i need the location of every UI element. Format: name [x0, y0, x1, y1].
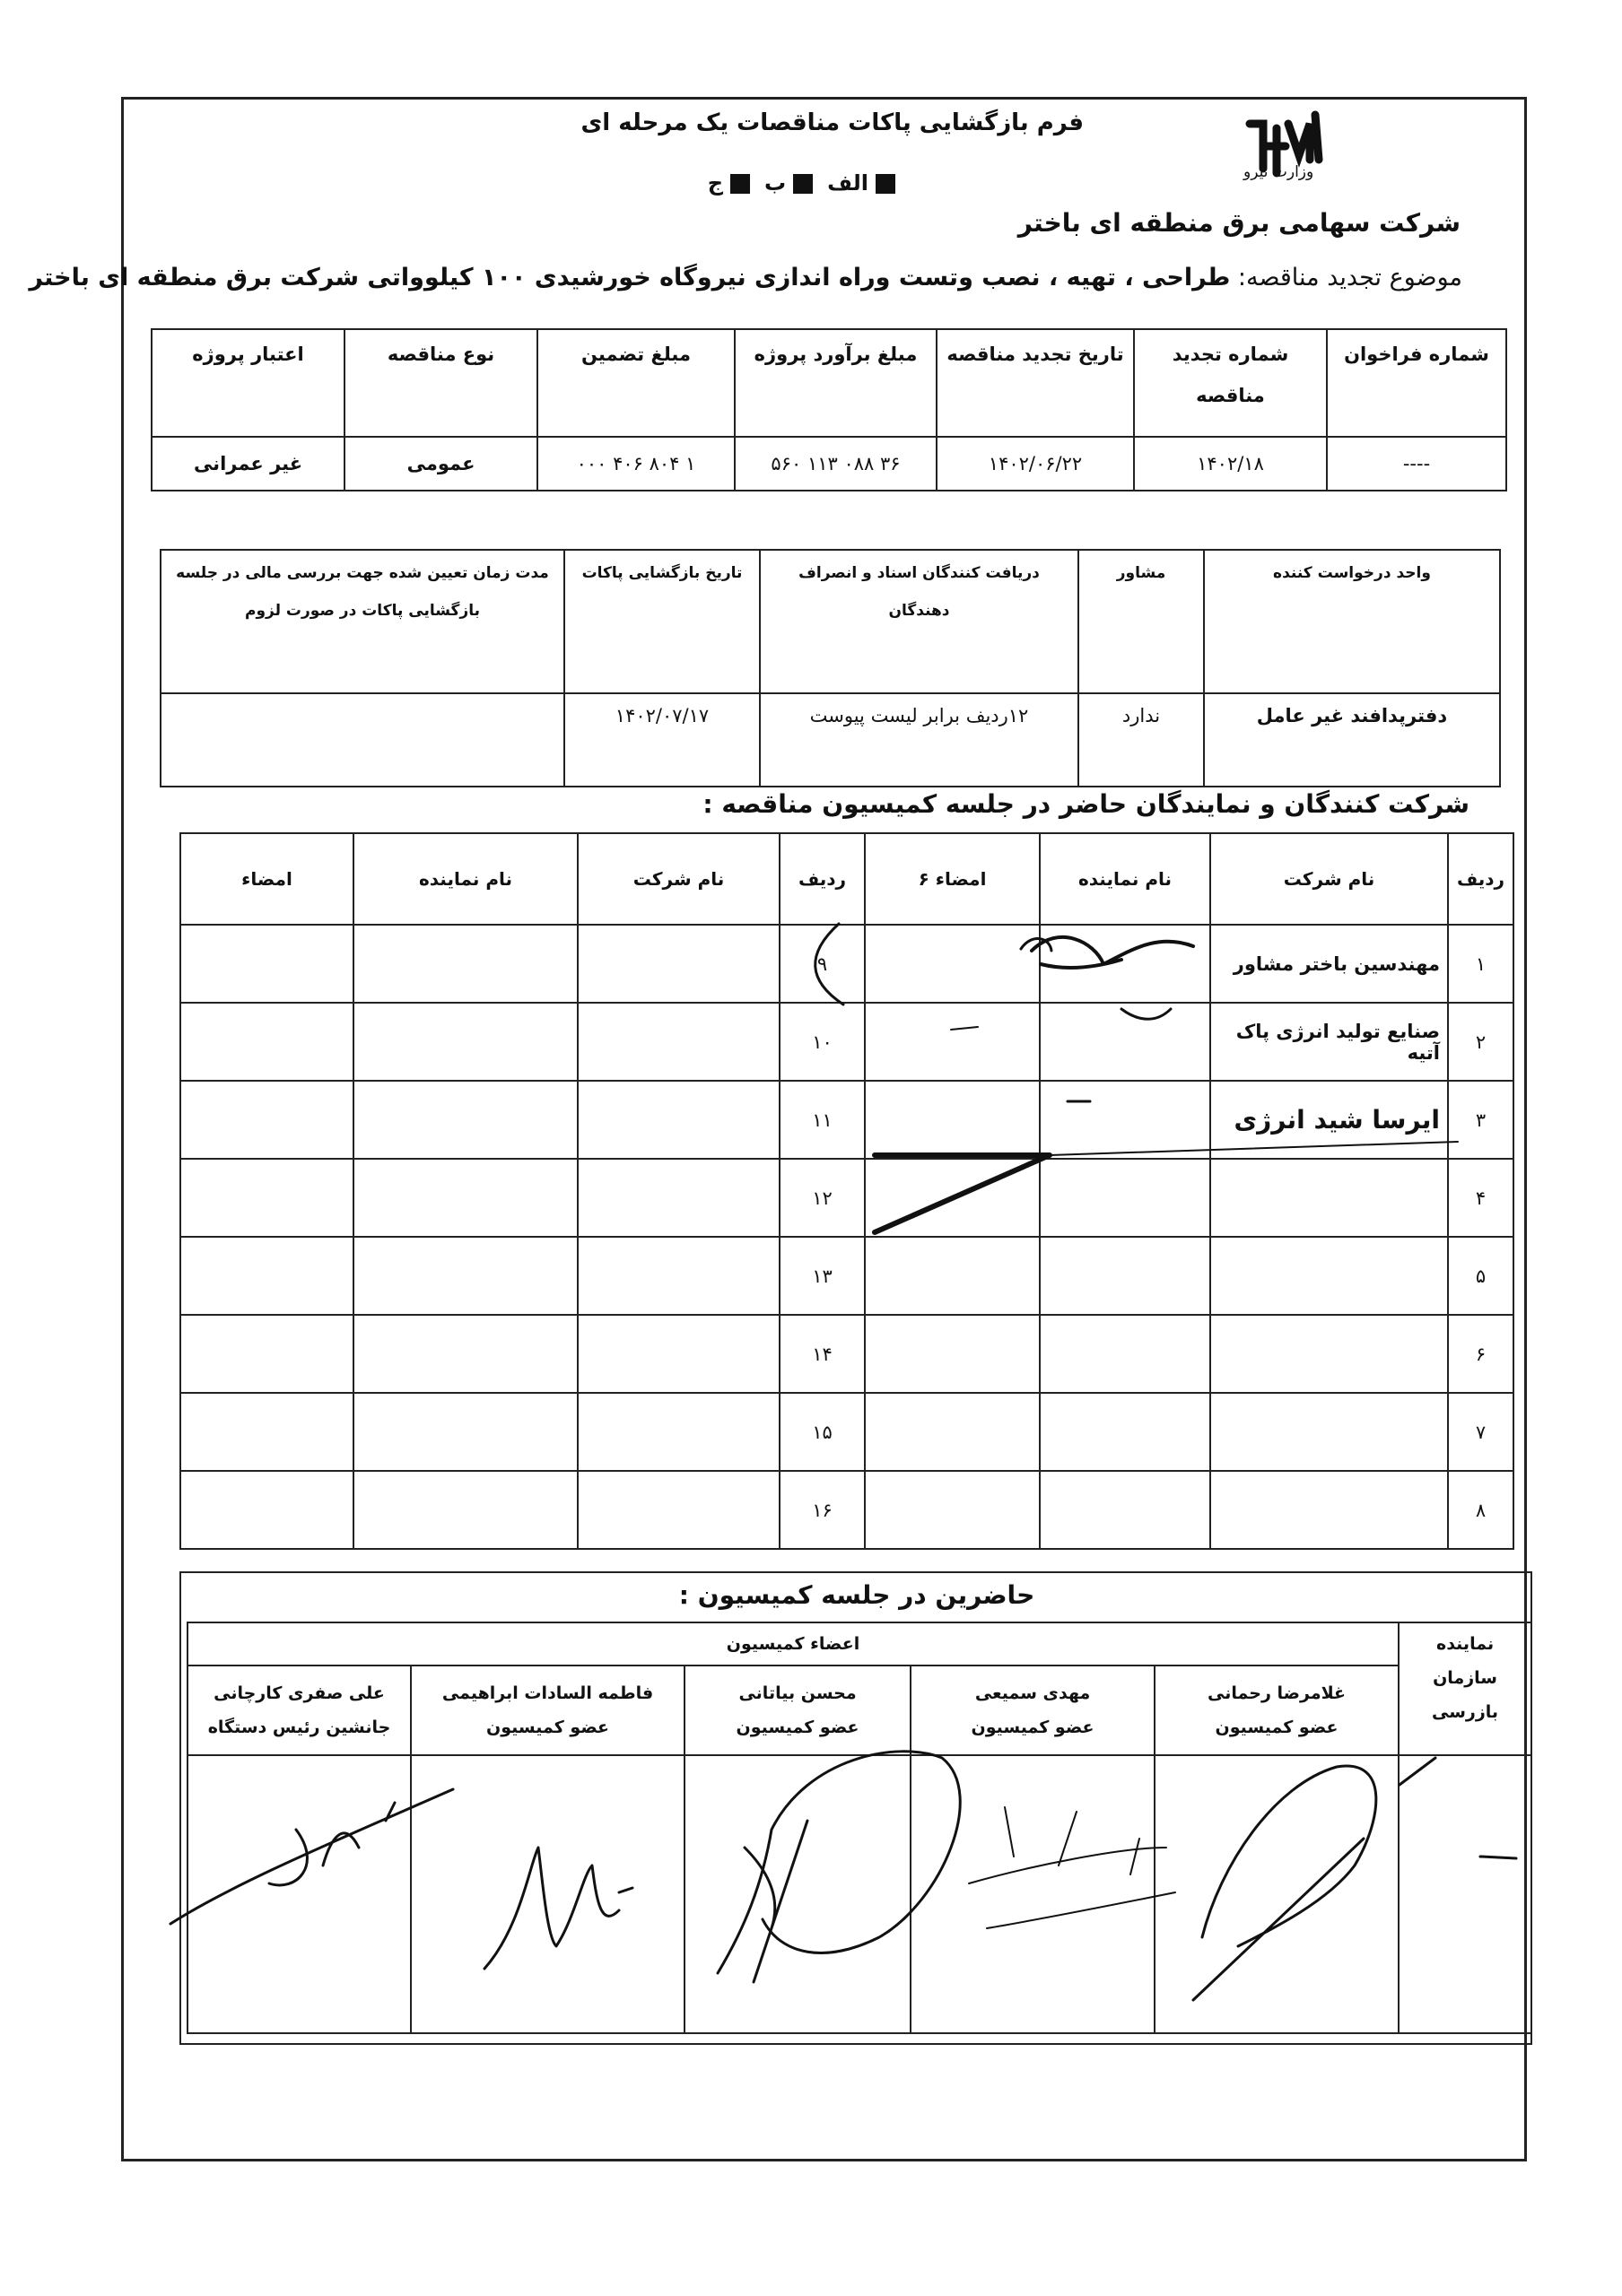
signature-cell	[865, 1393, 1040, 1471]
filled-square-icon	[793, 174, 813, 194]
table-row	[180, 1159, 1513, 1237]
representative-cell	[1040, 1393, 1210, 1471]
value-guarantee: ۱ ۸۰۴ ۴۰۶ ۰۰۰	[537, 437, 735, 491]
value-tender-type: عمومی	[344, 437, 537, 491]
subject-line	[29, 264, 1462, 291]
filled-square-icon	[876, 174, 895, 194]
value-estimate: ۳۶ ۰۸۸ ۱۱۳ ۵۶۰	[735, 437, 937, 491]
representative-cell	[353, 1003, 578, 1081]
company-name-cell	[578, 1159, 780, 1237]
representative-cell	[1040, 1003, 1210, 1081]
representative-cell	[353, 925, 578, 1003]
subject-value: طراحی ، تهیه ، نصب وتست وراه اندازی نیروگاه خورشیدی ۱۰۰ کیلوواتی شرکت برق منطقه ای باختر	[29, 264, 1231, 291]
table-row	[180, 925, 1513, 1003]
commission-member	[685, 1665, 911, 1755]
inspection-signature-cell	[1399, 1755, 1531, 2033]
value-project-credit: غیر عمرانی	[152, 437, 344, 491]
commission-member	[1155, 1665, 1399, 1755]
value-renewal-date: ۱۴۰۲/۰۶/۲۲	[937, 437, 1134, 491]
member-role: عضو کمیسیون	[736, 1718, 859, 1737]
row-number: ۱۴	[780, 1315, 865, 1393]
representative-cell	[1040, 1081, 1210, 1159]
representative-cell	[353, 1471, 578, 1549]
header-consultant: مشاور	[1078, 550, 1204, 693]
header-recipients: دریافت کنندگان اسناد و انصراف دهندگان	[760, 550, 1078, 693]
signature-cell	[180, 1081, 353, 1159]
row-number: ۱۶	[780, 1471, 865, 1549]
commission-member	[187, 1665, 411, 1755]
header-review-period: مدت زمان تعیین شده جهت بررسی مالی در جلسه بازگشایی پاکات در صورت لزوم	[161, 550, 564, 693]
company-name-cell: ایرسا شید انرژی	[1210, 1081, 1448, 1159]
member-role: عضو کمیسیون	[971, 1718, 1094, 1737]
header-row-2: ردیف	[780, 833, 865, 925]
member-signature-cell	[911, 1755, 1155, 2033]
tender-info-table	[151, 328, 1507, 491]
table-row	[180, 1081, 1513, 1159]
representative-cell	[353, 1081, 578, 1159]
company-name-cell	[578, 1315, 780, 1393]
representative-cell	[1040, 1315, 1210, 1393]
company-name-cell	[578, 925, 780, 1003]
header-call-number: شماره فراخوان	[1327, 329, 1506, 437]
attendees-heading: شرکت کنندگان و نمایندگان حاضر در جلسه کمیسیون مناقصه :	[702, 789, 1469, 819]
signature-cell	[865, 1237, 1040, 1315]
filled-square-icon	[730, 174, 750, 194]
header-company-2: نام شرکت	[578, 833, 780, 925]
form-type-options	[708, 170, 895, 196]
value-renewal-number: ۱۴۰۲/۱۸	[1134, 437, 1327, 491]
form-title: فرم بازگشایی پاکات مناقصات یک مرحله ای	[580, 109, 1084, 136]
row-number: ۱۰	[780, 1003, 865, 1081]
header-estimate: مبلغ برآورد پروژه	[735, 329, 937, 437]
header-opening-date: تاریخ بازگشایی پاکات	[564, 550, 760, 693]
signature-cell	[865, 1471, 1040, 1549]
member-name: مهدی سمیعی	[974, 1683, 1091, 1703]
member-name: غلامرضا رحمانی	[1208, 1683, 1347, 1703]
value-recipients: ۱۲ردیف برابر لیست پیوست	[760, 693, 1078, 787]
row-number: ۶	[1448, 1315, 1513, 1393]
table-row	[180, 1471, 1513, 1549]
representative-cell	[1040, 1471, 1210, 1549]
signature-cell	[865, 1315, 1040, 1393]
ministry-logo-icon	[1236, 106, 1335, 196]
row-number: ۷	[1448, 1393, 1513, 1471]
signature-cell	[180, 1471, 353, 1549]
commission-table	[187, 1622, 1532, 2034]
company-name-cell: صنایع تولید انرژی پاک آتیه	[1210, 1003, 1448, 1081]
member-name: فاطمه السادات ابراهیمی	[441, 1683, 654, 1703]
header-tender-type: نوع مناقصه	[344, 329, 537, 437]
form-type-a: الف	[827, 170, 895, 196]
table-row	[180, 1393, 1513, 1471]
row-number: ۹	[780, 925, 865, 1003]
table-row	[180, 1003, 1513, 1081]
row-number: ۱	[1448, 925, 1513, 1003]
value-consultant: ندارد	[1078, 693, 1204, 787]
representative-cell	[353, 1315, 578, 1393]
opening-info-table	[160, 549, 1501, 787]
form-type-b: ب	[764, 170, 813, 196]
member-signature-cell	[411, 1755, 685, 2033]
member-signature-cell	[187, 1755, 411, 2033]
signature-cell	[180, 1393, 353, 1471]
inspection-representative-header: نماینده سازمان بازرسی	[1399, 1622, 1531, 1755]
company-name-cell: مهندسین باختر مشاور	[1210, 925, 1448, 1003]
representative-cell	[353, 1393, 578, 1471]
commission-member	[411, 1665, 685, 1755]
value-call-number: ----	[1327, 437, 1506, 491]
company-name-cell	[1210, 1315, 1448, 1393]
representative-cell	[353, 1237, 578, 1315]
value-requesting-unit: دفترپدافند غیر عامل	[1204, 693, 1500, 787]
member-name: محسن بیاتانی	[738, 1683, 857, 1703]
row-number: ۳	[1448, 1081, 1513, 1159]
row-number: ۱۵	[780, 1393, 865, 1471]
header-representative-2: نام نماینده	[353, 833, 578, 925]
ministry-caption: وزارت نیرو	[1243, 163, 1314, 181]
table-row	[180, 1237, 1513, 1315]
company-name-cell	[578, 1003, 780, 1081]
company-name-cell	[1210, 1393, 1448, 1471]
attendees-table	[179, 832, 1514, 1550]
member-signature-cell	[1155, 1755, 1399, 2033]
header-renewal-date: تاریخ تجدید مناقصه	[937, 329, 1134, 437]
form-type-c: ج	[708, 170, 750, 196]
signature-cell	[865, 1159, 1040, 1237]
row-number: ۲	[1448, 1003, 1513, 1081]
header-project-credit: اعتبار پروژه	[152, 329, 344, 437]
signature-cell	[180, 1159, 353, 1237]
member-signature-cell	[685, 1755, 911, 2033]
signature-cell	[865, 1081, 1040, 1159]
company-name-cell	[578, 1237, 780, 1315]
company-name-cell	[1210, 1471, 1448, 1549]
header-row: ردیف	[1448, 833, 1513, 925]
header-requesting-unit: واحد درخواست کننده	[1204, 550, 1500, 693]
header-signature: امضاء ۶	[865, 833, 1040, 925]
header-company: نام شرکت	[1210, 833, 1448, 925]
representative-cell	[1040, 1237, 1210, 1315]
member-role: عضو کمیسیون	[1215, 1718, 1339, 1737]
subject-label: موضوع تجدید مناقصه:	[1237, 264, 1462, 291]
row-number: ۴	[1448, 1159, 1513, 1237]
table-row	[180, 1315, 1513, 1393]
signature-cell	[180, 1003, 353, 1081]
row-number: ۸	[1448, 1471, 1513, 1549]
commission-members-header: اعضاء کمیسیون	[187, 1622, 1399, 1665]
header-renewal-number: شماره تجدید مناقصه	[1134, 329, 1327, 437]
representative-cell	[353, 1159, 578, 1237]
signature-cell	[180, 1237, 353, 1315]
commission-member	[911, 1665, 1155, 1755]
row-number: ۱۳	[780, 1237, 865, 1315]
row-number: ۱۲	[780, 1159, 865, 1237]
row-number: ۵	[1448, 1237, 1513, 1315]
signature-cell	[180, 925, 353, 1003]
signature-cell	[865, 925, 1040, 1003]
signature-cell	[865, 1003, 1040, 1081]
header-guarantee: مبلغ تضمین	[537, 329, 735, 437]
member-role: عضو کمیسیون	[486, 1718, 610, 1737]
header-representative: نام نماینده	[1040, 833, 1210, 925]
company-name-cell	[578, 1393, 780, 1471]
member-name: علی صفری کارچانی	[214, 1683, 385, 1703]
company-name-cell	[1210, 1237, 1448, 1315]
row-number: ۱۱	[780, 1081, 865, 1159]
company-name-cell	[578, 1471, 780, 1549]
company-name-cell	[1210, 1159, 1448, 1237]
member-role: جانشین رئیس دستگاه	[207, 1718, 391, 1737]
header-signature-2: امضاء	[180, 833, 353, 925]
value-opening-date: ۱۴۰۲/۰۷/۱۷	[564, 693, 760, 787]
commission-heading: حاضرین در جلسه کمیسیون :	[678, 1580, 1035, 1610]
value-review-period	[161, 693, 564, 787]
company-name: شرکت سهامی برق منطقه ای باختر	[1017, 208, 1461, 238]
signature-cell	[180, 1315, 353, 1393]
company-name-cell	[578, 1081, 780, 1159]
representative-cell	[1040, 1159, 1210, 1237]
representative-cell	[1040, 925, 1210, 1003]
